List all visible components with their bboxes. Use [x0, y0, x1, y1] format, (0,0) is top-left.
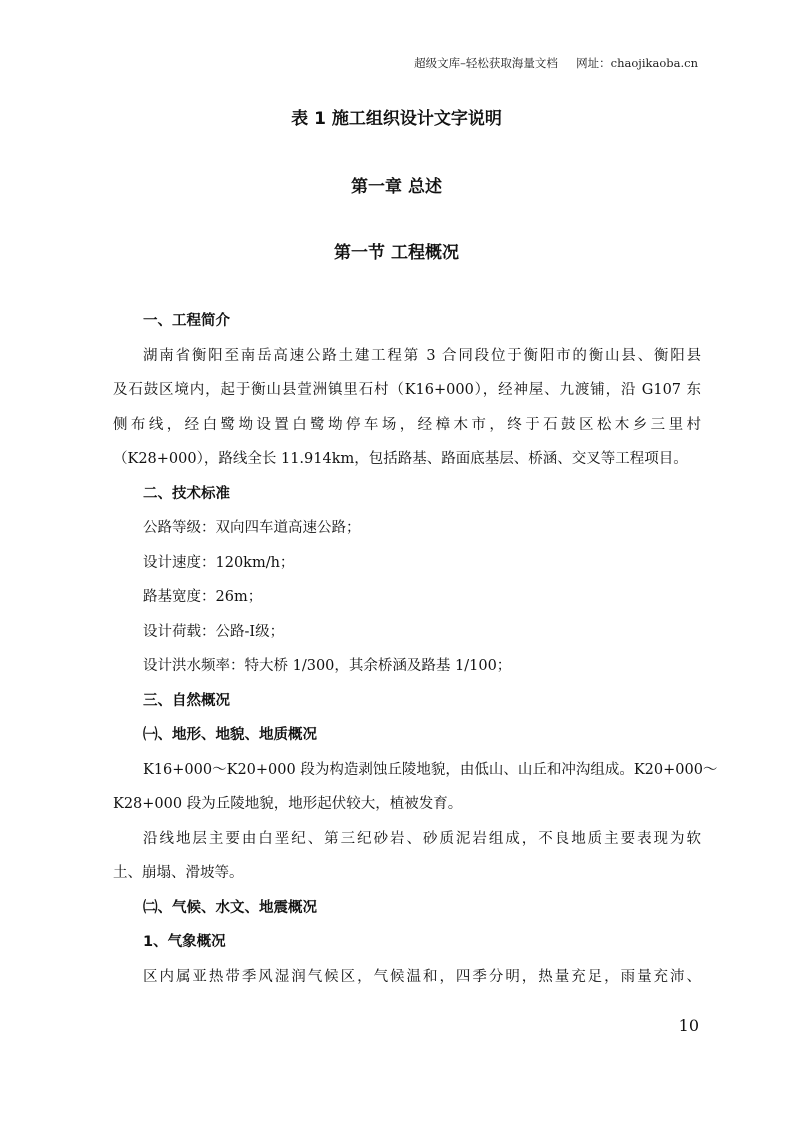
- header-site: 超级文库–轻松获取海量文档: [414, 56, 558, 70]
- paragraph-line: 侧布线，经白鹭坳设置白鹭坳停车场，经樟木市，终于石鼓区松木乡三里村: [113, 416, 701, 433]
- subheading-terrain: ㈠、地形、地貌、地质概况: [143, 727, 317, 743]
- standard-item: 设计速度：120km/h；: [143, 554, 295, 571]
- heading-weather: 1、气象概况: [143, 934, 226, 950]
- paragraph-line: 沿线地层主要由白垩纪、第三纪砂岩、砂质泥岩组成，不良地质主要表现为软: [143, 830, 701, 847]
- paragraph-line: 湖南省衡阳至南岳高速公路土建工程第 3 合同段位于衡阳市的衡山县、衡阳县: [143, 347, 701, 364]
- paragraph-line: 区内属亚热带季风湿润气候区，气候温和，四季分明，热量充足，雨量充沛、: [143, 968, 701, 985]
- standard-item: 路基宽度：26m；: [143, 589, 263, 605]
- page-number: 10: [678, 1016, 699, 1035]
- paragraph-line: K28+000 段为丘陵地貌，地形起伏较大，植被发育。: [113, 796, 463, 812]
- header-url: 网址：chaojikaoba.cn: [576, 56, 698, 70]
- paragraph-line: （K28+000），路线全长 11.914km，包括路基、路面底基层、桥涵、交叉等工程项目。: [113, 451, 688, 467]
- standard-item: 公路等级：双向四车道高速公路；: [143, 520, 361, 536]
- chapter-title: 第一章 总述: [351, 177, 442, 197]
- document-body: [113, 304, 718, 994]
- paragraph-line: 土、崩塌、滑坡等。: [113, 865, 244, 881]
- heading-natural-overview: 三、自然概况: [143, 692, 230, 709]
- heading-tech-standards: 二、技术标准: [143, 485, 230, 502]
- section-title: 第一节 工程概况: [334, 243, 459, 263]
- page-header: [414, 55, 698, 71]
- standard-item: 设计洪水频率：特大桥 1/300，其余桥涵及路基 1/100；: [143, 658, 512, 674]
- paragraph-line: 及石鼓区境内，起于衡山县萱洲镇里石村（K16+000），经神屋、九渡铺，沿 G107 东: [113, 382, 701, 398]
- subheading-climate: ㈡、气候、水文、地震概况: [143, 899, 317, 916]
- heading-project-intro: 一、工程简介: [143, 313, 230, 329]
- standard-item: 设计荷载：公路-Ⅰ级；: [143, 623, 285, 640]
- table-title: 表 1 施工组织设计文字说明: [291, 109, 502, 129]
- paragraph-line: K16+000～K20+000 段为构造剥蚀丘陵地貌，由低山、山丘和冲沟组成。K20+000～: [143, 761, 718, 778]
